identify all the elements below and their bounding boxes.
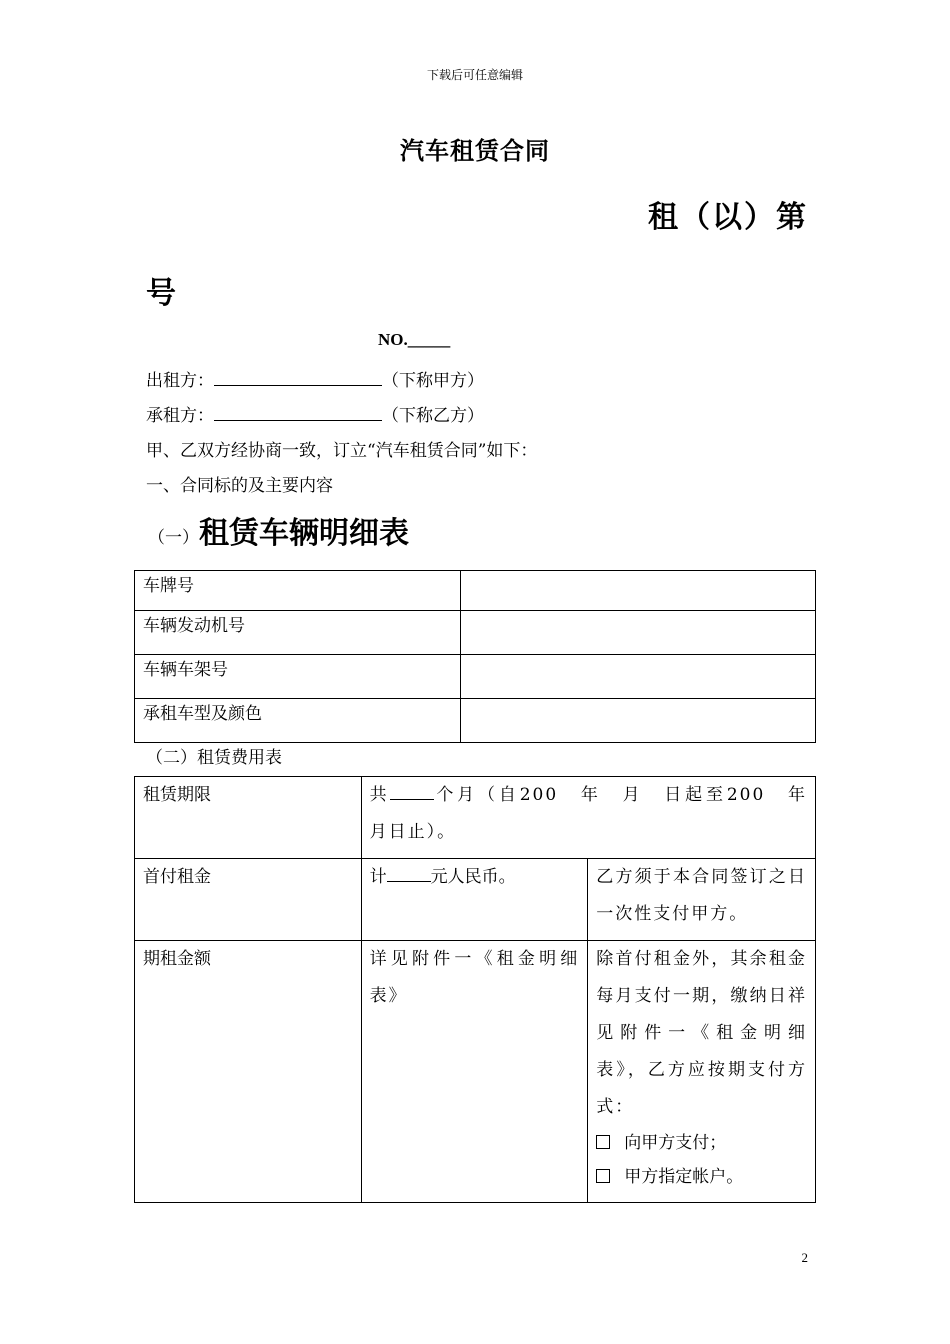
lessee-line bbox=[146, 401, 484, 426]
subsection1-title: 租赁车辆明细表 bbox=[199, 516, 409, 551]
term-label: 租赁期限 bbox=[135, 777, 362, 859]
vehicle-row-label: 承租车型及颜色 bbox=[135, 699, 461, 743]
down-payment-label: 首付租金 bbox=[135, 859, 362, 941]
lessor-suffix: （下称甲方） bbox=[382, 371, 484, 391]
down-payment-text-b: 元人民币。 bbox=[430, 867, 516, 887]
term-months-blank[interactable] bbox=[390, 783, 434, 800]
term-text-b: 个月（自200 年 月 日起至200 年 月日止）。 bbox=[369, 785, 826, 842]
down-payment-blank[interactable] bbox=[387, 865, 431, 882]
subsection1-heading bbox=[148, 508, 409, 552]
lessee-label: 承租方： bbox=[146, 406, 214, 426]
table-row bbox=[135, 859, 816, 941]
subsection1-prefix: （一） bbox=[148, 528, 199, 548]
contract-heading-line1: 租（以）第 bbox=[648, 200, 808, 235]
table-row bbox=[135, 655, 816, 699]
header-note: 下载后可任意编辑 bbox=[426, 68, 523, 82]
installment-detail: 详见附件一《租金明细表》 bbox=[361, 941, 588, 1203]
down-payment-amount bbox=[361, 859, 588, 941]
vehicle-row-label: 车辆发动机号 bbox=[135, 611, 461, 655]
down-payment-text-a: 计 bbox=[369, 867, 387, 887]
term-value bbox=[361, 777, 826, 859]
page-number: 2 bbox=[801, 1250, 808, 1265]
lessee-suffix: （下称乙方） bbox=[382, 406, 484, 426]
vehicle-row-label: 车辆车架号 bbox=[135, 655, 461, 699]
installment-label: 期租金额 bbox=[135, 941, 362, 1203]
section1-title: 一、合同标的及主要内容 bbox=[146, 476, 333, 496]
installment-note: 除首付租金外，其余租金每月支付一期，缴纳日祥见附件一《租金明细表》，乙方应按期支付方式： bbox=[596, 949, 807, 1117]
table-row bbox=[135, 611, 816, 655]
vehicle-row-value[interactable] bbox=[460, 611, 815, 655]
payment-option-2 bbox=[596, 1160, 807, 1194]
down-payment-note: 乙方须于本合同签订之日一次性支付甲方。 bbox=[588, 859, 816, 941]
term-text-a: 共 bbox=[369, 785, 391, 805]
lessor-label: 出租方： bbox=[146, 371, 214, 391]
table-row bbox=[135, 699, 816, 743]
payment-option-1 bbox=[596, 1126, 807, 1160]
subsection2-title: （二）租赁费用表 bbox=[146, 748, 282, 768]
checkbox-icon[interactable] bbox=[596, 1169, 610, 1183]
payment-option-2-label: 甲方指定帐户。 bbox=[624, 1167, 744, 1187]
lessee-blank[interactable] bbox=[214, 404, 382, 421]
document-title: 汽车租赁合同 bbox=[400, 136, 550, 165]
vehicle-row-value[interactable] bbox=[460, 571, 815, 611]
vehicle-row-value[interactable] bbox=[460, 699, 815, 743]
installment-note-cell bbox=[588, 941, 816, 1203]
contract-heading-line2: 号 bbox=[146, 276, 178, 311]
fee-table bbox=[134, 776, 826, 1203]
table-row bbox=[135, 941, 816, 1203]
table-row bbox=[135, 777, 816, 859]
lessor-line bbox=[146, 366, 484, 391]
contract-number: NO._____ bbox=[378, 330, 451, 349]
payment-option-1-label: 向甲方支付； bbox=[624, 1133, 727, 1153]
vehicle-row-label: 车牌号 bbox=[135, 571, 461, 611]
vehicle-row-value[interactable] bbox=[460, 655, 815, 699]
checkbox-icon[interactable] bbox=[596, 1135, 610, 1149]
table-row bbox=[135, 571, 816, 611]
vehicle-table bbox=[134, 570, 816, 743]
agreement-text: 甲、乙双方经协商一致，订立“汽车租赁合同”如下： bbox=[146, 441, 538, 461]
lessor-blank[interactable] bbox=[214, 369, 382, 386]
